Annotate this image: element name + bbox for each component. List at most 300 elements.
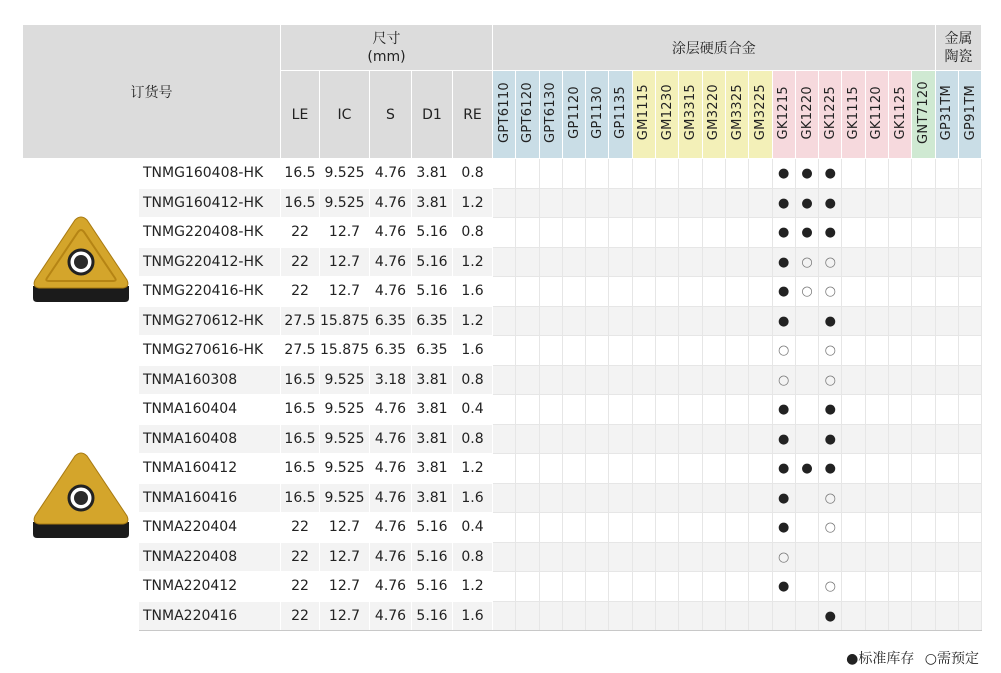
grade-cell-gp31tm	[935, 218, 958, 248]
grade-cell-gpt6120	[516, 306, 539, 336]
grade-header-gp91tm	[958, 71, 981, 159]
grade-cell-gpt6120	[516, 454, 539, 484]
grade-cell-gm1230	[656, 306, 679, 336]
grade-cell-gp31tm	[935, 306, 958, 336]
grade-cell-gpt6120	[516, 218, 539, 248]
order-code: TNMG270612-HK	[139, 306, 281, 336]
grade-header-gm1230	[656, 71, 679, 159]
grade-cell-gm3325	[725, 336, 748, 366]
grade-cell-gm1115	[632, 159, 655, 189]
dim-s: 4.76	[370, 395, 412, 425]
dim-re: 1.2	[453, 247, 493, 277]
grade-cell-gp1135	[609, 542, 632, 572]
grade-cell-gk1125	[889, 188, 912, 218]
dim-re: 0.8	[453, 365, 493, 395]
dim-s: 6.35	[370, 336, 412, 366]
grade-cell-gk1215	[772, 159, 795, 189]
dim-s: 4.76	[370, 454, 412, 484]
dim-d1: 3.81	[412, 188, 453, 218]
grade-cell-gm1115	[632, 483, 655, 513]
grade-cell-gk1120	[865, 454, 888, 484]
order-code: TNMG220408-HK	[139, 218, 281, 248]
grade-cell-gp31tm	[935, 188, 958, 218]
order-circle: ○	[778, 549, 790, 565]
grade-cell-gp1120	[562, 572, 585, 602]
grade-cell-gp1135	[609, 395, 632, 425]
order-circle: ○	[824, 579, 836, 595]
grade-cell-gnt7120	[912, 513, 935, 543]
grade-cell-gm3315	[679, 542, 702, 572]
table-row	[23, 513, 982, 543]
grade-cell-gp1120	[562, 424, 585, 454]
grade-cell-gm1115	[632, 454, 655, 484]
grade-cell-gp1120	[562, 306, 585, 336]
stock-dot: ●	[778, 402, 790, 418]
grade-cell-gp1120	[562, 601, 585, 631]
order-code: TNMA220404	[139, 513, 281, 543]
dims-group-header: 尺寸 (mm)	[281, 25, 493, 71]
grade-cell-gm1230	[656, 336, 679, 366]
grade-header-label: GPT6120	[519, 81, 535, 144]
grade-cell-gk1225	[819, 601, 842, 631]
dim-ic: 9.525	[320, 159, 370, 189]
order-code: TNMG160412-HK	[139, 188, 281, 218]
grade-cell-gpt6120	[516, 542, 539, 572]
grade-cell-gk1125	[889, 542, 912, 572]
grade-cell-gp91tm	[958, 218, 981, 248]
dim-header-le: LE	[281, 71, 320, 159]
grade-cell-gp91tm	[958, 247, 981, 277]
grade-cell-gm3315	[679, 601, 702, 631]
grade-cell-gp31tm	[935, 542, 958, 572]
grade-header-label: GPT6110	[496, 81, 512, 144]
grade-cell-gp1135	[609, 572, 632, 602]
grade-cell-gp31tm	[935, 247, 958, 277]
order-circle: ○	[824, 343, 836, 359]
grade-cell-gpt6110	[493, 188, 516, 218]
grade-cell-gp1135	[609, 483, 632, 513]
grade-cell-gp1130	[586, 159, 609, 189]
grade-cell-gm3325	[725, 395, 748, 425]
grade-cell-gk1125	[889, 601, 912, 631]
stock-dot: ●	[778, 579, 790, 595]
grade-cell-gp1120	[562, 542, 585, 572]
order-circle: ○	[824, 254, 836, 270]
grade-cell-gk1220	[795, 572, 818, 602]
grade-cell-gm3325	[725, 572, 748, 602]
grade-cell-gm3325	[725, 188, 748, 218]
dim-s: 4.76	[370, 572, 412, 602]
grade-header-label: GK1120	[869, 85, 885, 140]
table-row	[23, 483, 982, 513]
grade-cell-gp1135	[609, 247, 632, 277]
stock-dot: ●	[778, 520, 790, 536]
grade-cell-gpt6130	[539, 601, 562, 631]
dim-re: 1.2	[453, 454, 493, 484]
grade-cell-gk1220	[795, 306, 818, 336]
grade-cell-gm1230	[656, 572, 679, 602]
grade-cell-gpt6130	[539, 365, 562, 395]
grade-header-label: GNT7120	[915, 81, 931, 144]
grade-cell-gm3225	[749, 306, 772, 336]
dim-le: 16.5	[281, 454, 320, 484]
grade-cell-gk1225	[819, 218, 842, 248]
grade-cell-gm3220	[702, 424, 725, 454]
table-row	[23, 188, 982, 218]
dim-re: 1.2	[453, 188, 493, 218]
dim-d1: 3.81	[412, 365, 453, 395]
dim-s: 6.35	[370, 306, 412, 336]
dim-header-d1: D1	[412, 71, 453, 159]
order-code: TNMG220412-HK	[139, 247, 281, 277]
grade-cell-gp91tm	[958, 454, 981, 484]
grade-header-gp1130	[586, 71, 609, 159]
grade-cell-gp1130	[586, 306, 609, 336]
grade-cell-gk1225	[819, 513, 842, 543]
grade-cell-gk1225	[819, 188, 842, 218]
grade-header-gpt6110	[493, 71, 516, 159]
grade-cell-gk1225	[819, 277, 842, 307]
grade-cell-gm3315	[679, 247, 702, 277]
grade-cell-gp91tm	[958, 306, 981, 336]
grade-header-label: GP1120	[566, 86, 582, 139]
grade-cell-gp31tm	[935, 513, 958, 543]
grade-cell-gk1220	[795, 424, 818, 454]
grade-cell-gpt6110	[493, 336, 516, 366]
grade-cell-gk1225	[819, 336, 842, 366]
grade-cell-gp91tm	[958, 483, 981, 513]
grade-cell-gpt6110	[493, 572, 516, 602]
grade-header-gm3220	[702, 71, 725, 159]
stock-dot: ●	[824, 166, 836, 182]
grade-header-label: GP1135	[613, 86, 629, 139]
grade-cell-gk1115	[842, 159, 865, 189]
order-code: TNMA220416	[139, 601, 281, 631]
grade-cell-gp1130	[586, 247, 609, 277]
grade-header-gk1215	[772, 71, 795, 159]
grade-cell-gk1125	[889, 395, 912, 425]
dim-ic: 12.7	[320, 542, 370, 572]
table-row	[23, 454, 982, 484]
grade-cell-gp91tm	[958, 277, 981, 307]
grade-cell-gpt6130	[539, 454, 562, 484]
dim-ic: 9.525	[320, 365, 370, 395]
tnma-insert-image	[31, 450, 131, 542]
coated-group-header: 涂层硬质合金	[493, 25, 936, 71]
grade-cell-gk1225	[819, 424, 842, 454]
grade-cell-gk1115	[842, 218, 865, 248]
grade-cell-gk1120	[865, 424, 888, 454]
grade-cell-gp1135	[609, 188, 632, 218]
order-circle: ○	[801, 284, 813, 300]
grade-cell-gp1135	[609, 218, 632, 248]
grade-cell-gnt7120	[912, 365, 935, 395]
grade-cell-gm3325	[725, 247, 748, 277]
grade-cell-gm3225	[749, 188, 772, 218]
grade-cell-gm3325	[725, 513, 748, 543]
grade-cell-gm1115	[632, 306, 655, 336]
grade-header-label: GM3315	[683, 84, 699, 141]
grade-cell-gm3315	[679, 395, 702, 425]
grade-header-gpt6130	[539, 71, 562, 159]
grade-cell-gk1120	[865, 572, 888, 602]
dim-re: 1.6	[453, 277, 493, 307]
dim-re: 0.8	[453, 542, 493, 572]
grade-cell-gp91tm	[958, 601, 981, 631]
dim-re: 0.8	[453, 424, 493, 454]
grade-cell-gpt6120	[516, 277, 539, 307]
grade-cell-gk1220	[795, 336, 818, 366]
order-code: TNMA220412	[139, 572, 281, 602]
grade-cell-gm3325	[725, 365, 748, 395]
grade-header-gp31tm	[935, 71, 958, 159]
dim-le: 16.5	[281, 395, 320, 425]
grade-cell-gpt6110	[493, 277, 516, 307]
grade-header-label: GK1220	[799, 85, 815, 140]
grade-cell-gk1215	[772, 395, 795, 425]
grade-cell-gpt6130	[539, 188, 562, 218]
grade-cell-gk1125	[889, 306, 912, 336]
grade-cell-gk1220	[795, 542, 818, 572]
grade-cell-gp31tm	[935, 336, 958, 366]
dim-re: 1.6	[453, 601, 493, 631]
grade-cell-gm3220	[702, 247, 725, 277]
grade-cell-gm3225	[749, 454, 772, 484]
grade-cell-gp91tm	[958, 365, 981, 395]
grade-cell-gk1225	[819, 247, 842, 277]
grade-cell-gk1225	[819, 159, 842, 189]
grade-cell-gp1130	[586, 218, 609, 248]
grade-header-label: GP1130	[589, 86, 605, 139]
grade-cell-gk1220	[795, 159, 818, 189]
grade-cell-gk1225	[819, 306, 842, 336]
grade-cell-gp1120	[562, 277, 585, 307]
grade-cell-gm3225	[749, 395, 772, 425]
insert-image-cell	[23, 159, 139, 366]
dim-s: 4.76	[370, 513, 412, 543]
grade-cell-gk1125	[889, 424, 912, 454]
grade-cell-gk1125	[889, 365, 912, 395]
grade-cell-gk1125	[889, 572, 912, 602]
grade-header-gnt7120	[912, 71, 935, 159]
grade-cell-gk1120	[865, 218, 888, 248]
stock-dot: ●	[824, 431, 836, 447]
grade-cell-gk1215	[772, 336, 795, 366]
grade-cell-gm3220	[702, 277, 725, 307]
grade-cell-gp1130	[586, 188, 609, 218]
grade-cell-gnt7120	[912, 454, 935, 484]
tnmg-insert-image	[31, 214, 131, 306]
grade-cell-gm3325	[725, 542, 748, 572]
dim-le: 16.5	[281, 483, 320, 513]
order-code: TNMA160412	[139, 454, 281, 484]
grade-cell-gpt6120	[516, 365, 539, 395]
table-row	[23, 277, 982, 307]
dim-d1: 5.16	[412, 513, 453, 543]
grade-cell-gk1225	[819, 395, 842, 425]
dim-d1: 3.81	[412, 454, 453, 484]
grade-cell-gm1230	[656, 483, 679, 513]
grade-cell-gk1215	[772, 277, 795, 307]
grade-cell-gm3315	[679, 218, 702, 248]
dim-s: 4.76	[370, 542, 412, 572]
grade-cell-gk1115	[842, 277, 865, 307]
grade-cell-gpt6110	[493, 513, 516, 543]
stock-dot: ●	[824, 608, 836, 624]
grade-cell-gm3315	[679, 572, 702, 602]
grade-cell-gk1120	[865, 395, 888, 425]
dim-re: 1.2	[453, 572, 493, 602]
dim-d1: 5.16	[412, 572, 453, 602]
table-row	[23, 572, 982, 602]
grade-cell-gk1115	[842, 395, 865, 425]
grade-cell-gpt6120	[516, 247, 539, 277]
table-row	[23, 365, 982, 395]
grade-cell-gnt7120	[912, 188, 935, 218]
grade-cell-gm3315	[679, 454, 702, 484]
grade-cell-gp91tm	[958, 424, 981, 454]
grade-cell-gp1120	[562, 513, 585, 543]
grade-cell-gk1115	[842, 542, 865, 572]
dim-s: 4.76	[370, 159, 412, 189]
grade-cell-gm1115	[632, 424, 655, 454]
stock-dot: ●	[778, 254, 790, 270]
grade-cell-gnt7120	[912, 247, 935, 277]
grade-cell-gpt6120	[516, 572, 539, 602]
grade-cell-gp91tm	[958, 395, 981, 425]
grade-cell-gnt7120	[912, 542, 935, 572]
dim-le: 22	[281, 247, 320, 277]
grade-cell-gm1230	[656, 365, 679, 395]
grade-cell-gpt6110	[493, 159, 516, 189]
grade-cell-gk1120	[865, 365, 888, 395]
grade-header-label: GM3225	[752, 84, 768, 141]
grade-cell-gp1120	[562, 483, 585, 513]
grade-cell-gk1215	[772, 601, 795, 631]
grade-cell-gm1115	[632, 218, 655, 248]
grade-cell-gk1115	[842, 306, 865, 336]
grade-cell-gp1130	[586, 424, 609, 454]
grade-cell-gk1215	[772, 483, 795, 513]
dim-s: 4.76	[370, 601, 412, 631]
grade-cell-gp1130	[586, 277, 609, 307]
grade-cell-gk1215	[772, 306, 795, 336]
grade-cell-gm3325	[725, 424, 748, 454]
grade-cell-gpt6130	[539, 277, 562, 307]
dim-d1: 5.16	[412, 601, 453, 631]
grade-cell-gm1230	[656, 513, 679, 543]
grade-cell-gm3315	[679, 483, 702, 513]
grade-cell-gpt6110	[493, 454, 516, 484]
grade-cell-gk1120	[865, 601, 888, 631]
grade-cell-gp1120	[562, 365, 585, 395]
grade-cell-gm1115	[632, 572, 655, 602]
grade-cell-gm1230	[656, 247, 679, 277]
grade-header-label: GP31TM	[939, 84, 955, 141]
dim-ic: 12.7	[320, 601, 370, 631]
grade-header-gk1115	[842, 71, 865, 159]
grade-cell-gnt7120	[912, 424, 935, 454]
grade-cell-gk1215	[772, 365, 795, 395]
dim-s: 4.76	[370, 424, 412, 454]
grade-cell-gm3315	[679, 336, 702, 366]
grade-cell-gpt6120	[516, 336, 539, 366]
grade-cell-gm3325	[725, 454, 748, 484]
stock-dot: ●	[778, 313, 790, 329]
grade-cell-gk1220	[795, 365, 818, 395]
grade-cell-gm3220	[702, 188, 725, 218]
grade-cell-gpt6120	[516, 424, 539, 454]
grade-header-label: GM1230	[659, 84, 675, 141]
table-row	[23, 247, 982, 277]
grade-cell-gm3220	[702, 572, 725, 602]
grade-cell-gm3225	[749, 601, 772, 631]
grade-cell-gp1135	[609, 277, 632, 307]
grade-cell-gp1135	[609, 513, 632, 543]
table-row	[23, 601, 982, 631]
dim-re: 0.8	[453, 218, 493, 248]
grade-cell-gm3220	[702, 395, 725, 425]
dim-le: 22	[281, 218, 320, 248]
grade-cell-gp1120	[562, 247, 585, 277]
grade-cell-gp1130	[586, 483, 609, 513]
dim-d1: 3.81	[412, 395, 453, 425]
grade-cell-gp1120	[562, 336, 585, 366]
dim-le: 22	[281, 542, 320, 572]
grade-cell-gk1120	[865, 247, 888, 277]
dim-re: 0.4	[453, 395, 493, 425]
order-circle: ○	[778, 372, 790, 388]
product-table	[22, 24, 982, 631]
order-circle: ○	[778, 343, 790, 359]
grade-cell-gpt6130	[539, 159, 562, 189]
grade-cell-gm1230	[656, 188, 679, 218]
grade-cell-gp1130	[586, 336, 609, 366]
grade-cell-gp1135	[609, 159, 632, 189]
grade-cell-gm3220	[702, 483, 725, 513]
grade-cell-gk1220	[795, 601, 818, 631]
dim-s: 4.76	[370, 483, 412, 513]
table-row	[23, 218, 982, 248]
grade-cell-gk1115	[842, 454, 865, 484]
grade-cell-gpt6110	[493, 365, 516, 395]
grade-cell-gp31tm	[935, 365, 958, 395]
grade-cell-gk1125	[889, 454, 912, 484]
dim-le: 27.5	[281, 336, 320, 366]
grade-cell-gk1220	[795, 218, 818, 248]
dim-d1: 6.35	[412, 306, 453, 336]
grade-cell-gp1120	[562, 159, 585, 189]
grade-cell-gpt6110	[493, 218, 516, 248]
grade-header-gk1225	[819, 71, 842, 159]
grade-cell-gk1120	[865, 277, 888, 307]
stock-dot: ●	[801, 166, 813, 182]
grade-cell-gm3315	[679, 424, 702, 454]
grade-cell-gp1130	[586, 365, 609, 395]
grade-header-gk1220	[795, 71, 818, 159]
order-code: TNMG270616-HK	[139, 336, 281, 366]
grade-cell-gpt6130	[539, 542, 562, 572]
grade-cell-gp1135	[609, 336, 632, 366]
grade-cell-gm1230	[656, 454, 679, 484]
grade-cell-gm1115	[632, 513, 655, 543]
table-row	[23, 306, 982, 336]
grade-cell-gk1220	[795, 247, 818, 277]
grade-cell-gm3225	[749, 365, 772, 395]
grade-cell-gk1220	[795, 483, 818, 513]
grade-cell-gk1120	[865, 306, 888, 336]
order-circle: ○	[824, 284, 836, 300]
